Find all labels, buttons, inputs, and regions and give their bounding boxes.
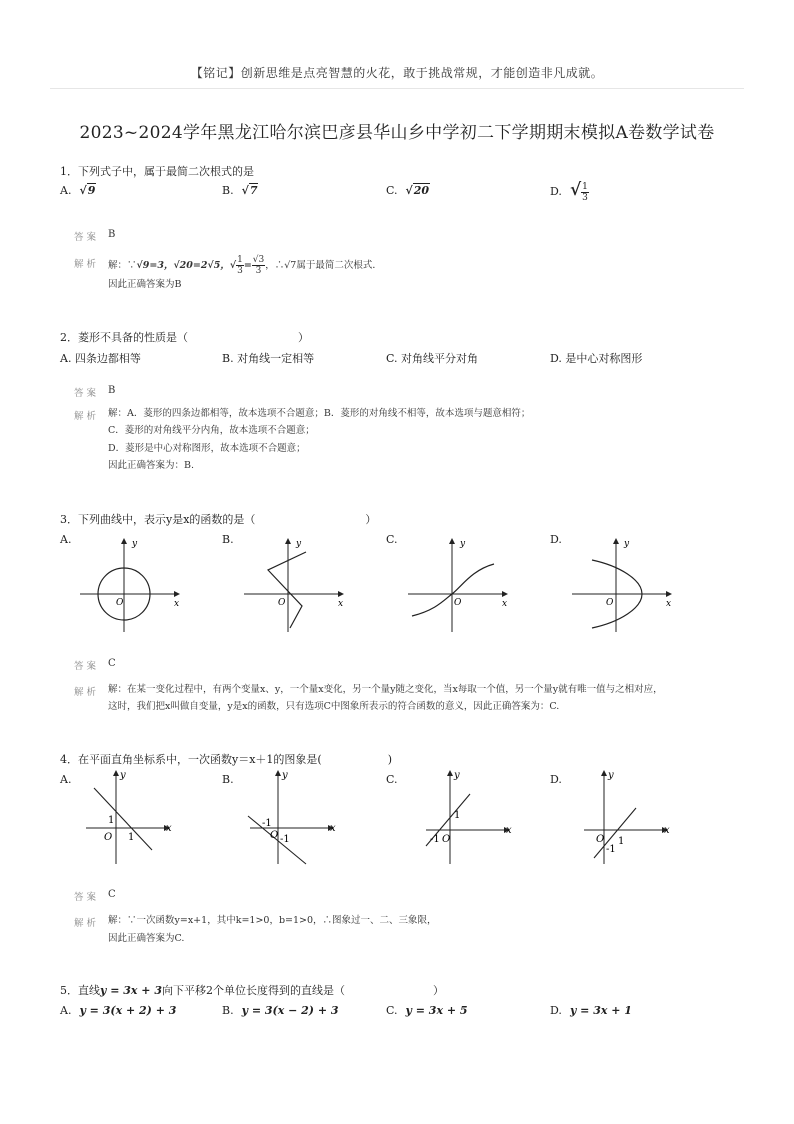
option-c[interactable]: C. y = 3x + 5 — [386, 1004, 468, 1017]
svg-text:x: x — [502, 599, 508, 609]
svg-text:O: O — [454, 598, 462, 608]
analysis-tag: 解析 — [74, 411, 100, 422]
graph-s-curve[interactable] — [406, 536, 516, 636]
answer-tag: 答案 — [74, 232, 100, 243]
header-divider — [50, 88, 744, 89]
svg-text:O: O — [104, 832, 113, 843]
analysis-text: 因此正确答案为：B. — [108, 460, 195, 471]
answer-value: C — [108, 889, 116, 900]
svg-text:-1: -1 — [262, 818, 272, 829]
question-stem: 1．下列式子中，属于最简二次根式的是 — [60, 165, 254, 178]
analysis-tag: 解析 — [74, 259, 100, 270]
svg-text:O: O — [606, 598, 614, 608]
option-b[interactable]: B. 对角线一定相等 — [222, 352, 315, 365]
option-a[interactable]: A. 四条边都相等 — [60, 352, 141, 365]
analysis-text: 解：A．菱形的四条边都相等，故本选项不合题意；B．菱形的对角线不相等，故本选项与题意相符； — [108, 408, 531, 419]
question-stem: 4．在平面直角坐标系中，一次函数y＝x＋1的图象是( ) — [60, 753, 392, 766]
graph-parabola[interactable] — [570, 536, 680, 636]
analysis-tag: 解析 — [74, 918, 100, 929]
svg-text:x: x — [666, 599, 672, 609]
analysis-text: 因此正确答案为B — [108, 279, 182, 290]
page-title: 2023~2024学年黑龙江哈尔滨巴彦县华山乡中学初二下学期期末模拟A卷数学试卷 — [79, 123, 715, 143]
analysis-text: 因此正确答案为C. — [108, 933, 185, 944]
axis-x-label: x — [174, 599, 180, 609]
graph-line-a[interactable] — [80, 768, 190, 868]
answer-value: B — [108, 385, 116, 396]
answer-tag: 答案 — [74, 892, 100, 903]
option-d[interactable]: D. √ $\frac{1}{3}$ — [550, 180, 588, 203]
svg-text:x: x — [166, 823, 172, 834]
svg-text:O: O — [442, 834, 451, 845]
svg-text:-1: -1 — [280, 834, 290, 845]
analysis-text: 解：在某一变化过程中，有两个变量x、y，一个量x变化，另一个量y随之变化，当x每取一个值，另一个量y就有唯一值与之相对应， — [108, 684, 663, 695]
option-a[interactable]: A. √9 — [60, 184, 96, 197]
svg-text:-1: -1 — [606, 844, 616, 855]
analysis-text: 解：∵一次函数y=x+1，其中k=1>0，b=1>0，∴图象过一、二、三象限， — [108, 915, 437, 926]
svg-text:O: O — [596, 834, 605, 845]
svg-text:y: y — [282, 770, 288, 781]
analysis-text: C．菱形的对角线平分内角，故本选项不合题意； — [108, 425, 315, 436]
graph-zigzag[interactable] — [242, 536, 352, 636]
origin-label: O — [116, 598, 124, 608]
option-d-label[interactable]: D. — [550, 533, 562, 546]
option-c[interactable]: C. √20 — [386, 184, 430, 197]
svg-text:1: 1 — [618, 836, 625, 847]
analysis-tag: 解析 — [74, 687, 100, 698]
svg-text:y: y — [608, 770, 614, 781]
svg-text:O: O — [270, 830, 279, 841]
option-d[interactable]: D. y = 3x + 1 — [550, 1004, 632, 1017]
answer-value: C — [108, 658, 116, 669]
option-a-label[interactable]: A. — [60, 773, 72, 786]
tick-label: 1 — [108, 815, 115, 826]
option-d[interactable]: D. 是中心对称图形 — [550, 352, 643, 365]
graph-circle[interactable] — [78, 536, 188, 636]
axis-y-label: y — [132, 539, 138, 549]
answer-tag: 答案 — [74, 661, 100, 672]
svg-text:y: y — [460, 539, 466, 549]
svg-text:-1: -1 — [430, 834, 440, 845]
question-stem: 5．直线y = 3x + 3向下平移2个单位长度得到的直线是（ ） — [60, 984, 445, 997]
option-c[interactable]: C. 对角线平分对角 — [386, 352, 479, 365]
answer-value: B — [108, 229, 116, 240]
svg-text:y: y — [624, 539, 630, 549]
svg-text:1: 1 — [454, 810, 461, 821]
graph-line-b[interactable] — [244, 768, 354, 868]
question-stem: 2．菱形不具备的性质是（ ） — [60, 331, 309, 344]
option-c-label[interactable]: C. — [386, 533, 398, 546]
option-b[interactable]: B. y = 3(x − 2) + 3 — [222, 1004, 339, 1017]
svg-text:x: x — [506, 825, 512, 836]
answer-tag: 答案 — [74, 388, 100, 399]
motto: 【铭记】创新思维是点亮智慧的火花，敢于挑战常规，才能创造非凡成就。 — [190, 66, 604, 80]
analysis-text: 这时，我们把x叫做自变量，y是x的函数，只有选项C中图象所表示的符合函数的意义，因此正确答案为：C. — [108, 701, 560, 712]
analysis-text: 解：∵√9=3，√20=2√5，√ $\frac{1}{3}$ = $\frac{√3}{3}$ ，∴√7属于最简二次根式． — [108, 255, 382, 276]
svg-text:x: x — [338, 599, 344, 609]
option-d-label[interactable]: D. — [550, 773, 562, 786]
option-b[interactable]: B. √7 — [222, 184, 258, 197]
graph-line-d[interactable] — [578, 768, 688, 868]
svg-text:y: y — [454, 770, 460, 781]
option-b-label[interactable]: B. — [222, 773, 234, 786]
svg-text:x: x — [664, 825, 670, 836]
option-c-label[interactable]: C. — [386, 773, 398, 786]
option-a[interactable]: A. y = 3(x + 2) + 3 — [60, 1004, 177, 1017]
option-a-label[interactable]: A. — [60, 533, 72, 546]
svg-text:y: y — [296, 539, 302, 549]
option-b-label[interactable]: B. — [222, 533, 234, 546]
svg-text:y: y — [120, 770, 126, 781]
svg-text:x: x — [330, 823, 336, 834]
question-stem: 3．下列曲线中，表示y是x的函数的是（ ） — [60, 513, 377, 526]
tick-label: 1 — [128, 832, 135, 843]
graph-line-c[interactable] — [420, 768, 530, 868]
svg-text:O: O — [278, 598, 286, 608]
analysis-text: D．菱形是中心对称图形，故本选项不合题意； — [108, 443, 306, 454]
